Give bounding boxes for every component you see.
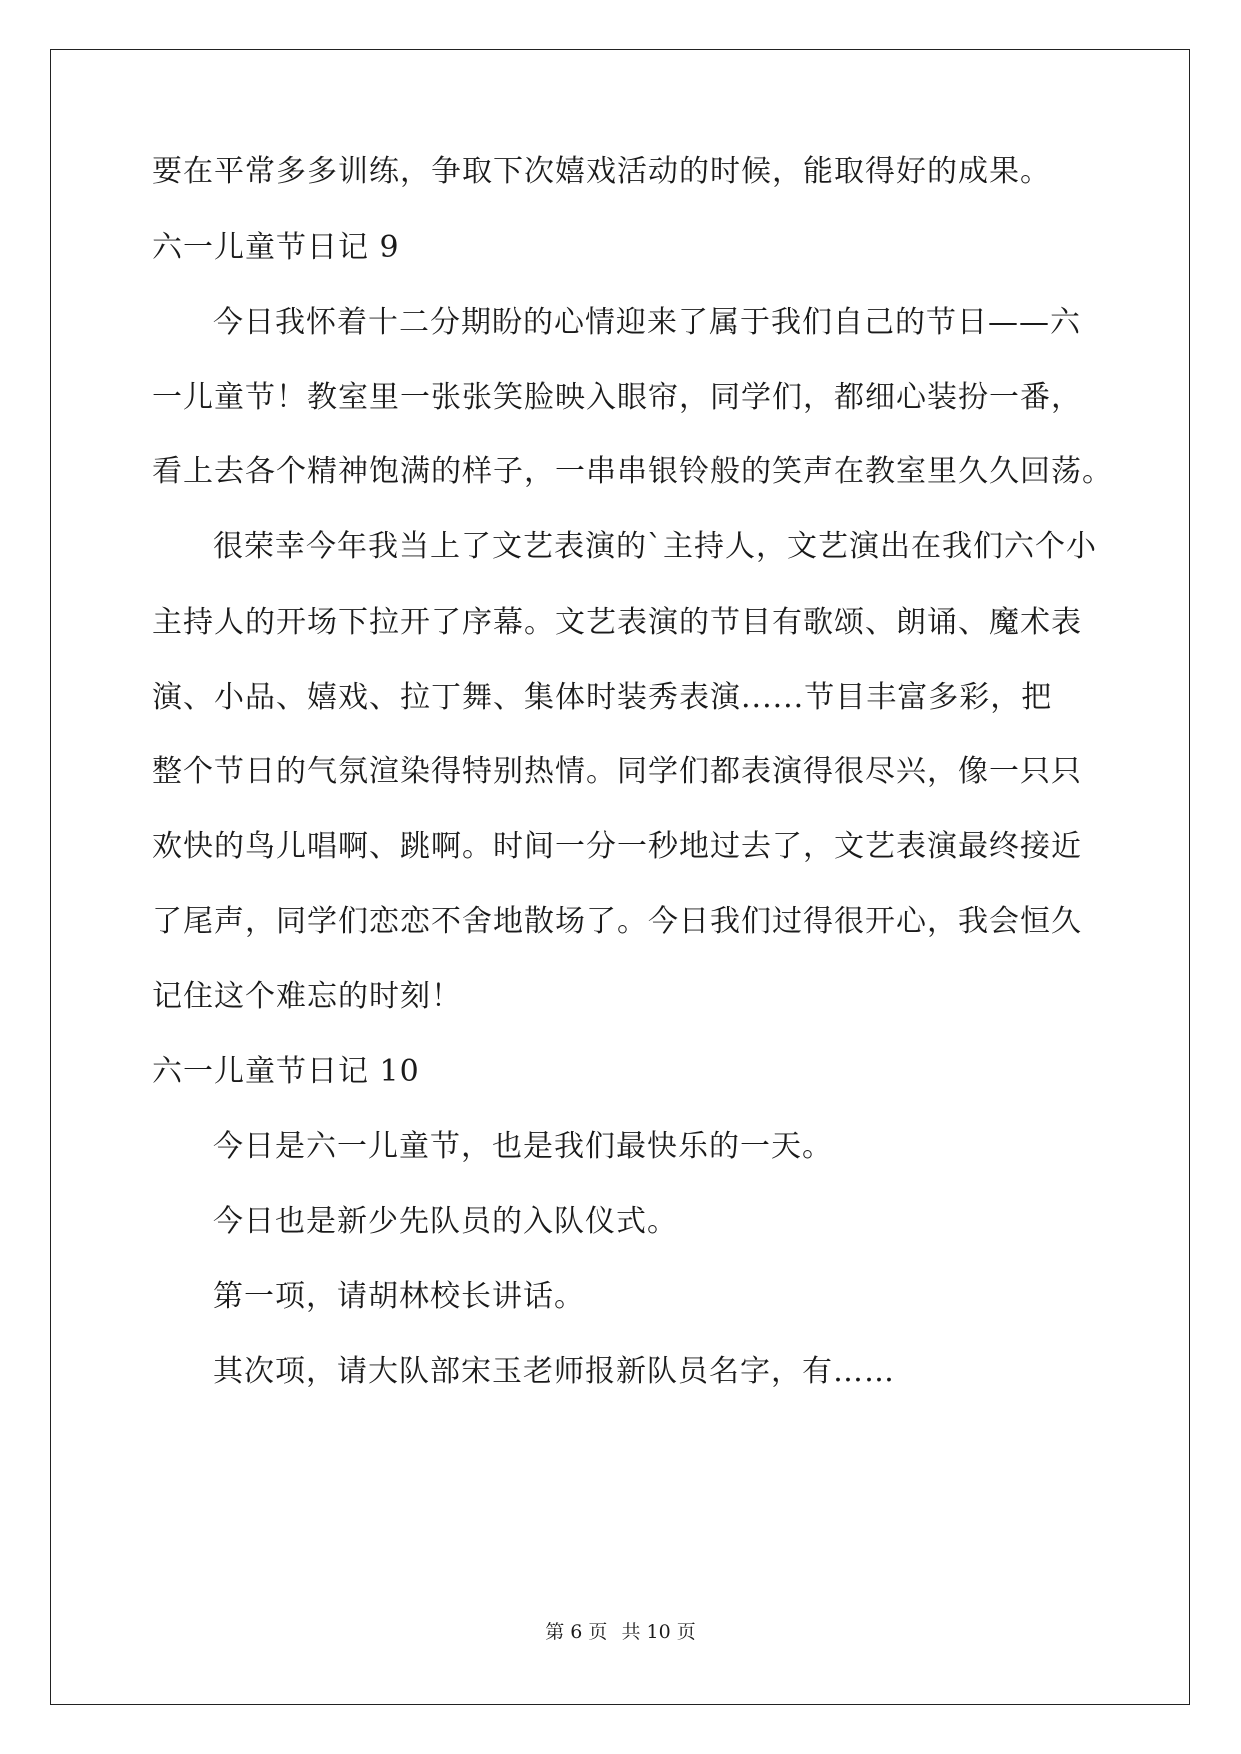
paragraph-first-line: 很荣幸今年我当上了文艺表演的`主持人，文艺演出在我们六个小 — [213, 529, 1097, 564]
body-line: 整个节日的气氛渲染得特别热情。同学们都表演得很尽兴，像一只只 — [152, 754, 1082, 789]
body-line: 了尾声，同学们恋恋不舍地散场了。今日我们过得很开心，我会恒久 — [152, 904, 1082, 939]
body-line: 一儿童节！教室里一张张笑脸映入眼帘，同学们，都细心装扮一番， — [152, 380, 1082, 415]
body-line: 看上去各个精神饱满的样子，一串串银铃般的笑声在教室里久久回荡。 — [152, 454, 1113, 489]
page-number: 第 6 页 — [545, 1621, 608, 1643]
body-line: 演、小品、嬉戏、拉丁舞、集体时装秀表演......节目丰富多彩，把 — [152, 680, 1053, 715]
section-heading-9: 六一儿童节日记 9 — [152, 230, 400, 265]
body-line: 记住这个难忘的时刻！ — [152, 979, 462, 1014]
paragraph-line: 今日也是新少先队员的入队仪式。 — [213, 1204, 678, 1239]
body-line: 要在平常多多训练，争取下次嬉戏活动的时候，能取得好的成果。 — [152, 154, 1051, 189]
paragraph-first-line: 今日我怀着十二分期盼的心情迎来了属于我们自己的节日——六 — [213, 305, 1081, 340]
section-heading-10: 六一儿童节日记 10 — [152, 1054, 420, 1089]
paragraph-line: 其次项，请大队部宋玉老师报新队员名字，有…… — [213, 1354, 895, 1389]
body-line: 主持人的开场下拉开了序幕。文艺表演的节目有歌颂、朗诵、魔术表 — [152, 605, 1082, 640]
paragraph-line: 第一项，请胡林校长讲话。 — [213, 1279, 585, 1314]
page-border — [50, 49, 1190, 1705]
body-line: 欢快的鸟儿唱啊、跳啊。时间一分一秒地过去了，文艺表演最终接近 — [152, 829, 1082, 864]
page-footer — [0, 1620, 1241, 1644]
page-total: 共 10 页 — [621, 1621, 696, 1643]
paragraph-line: 今日是六一儿童节，也是我们最快乐的一天。 — [213, 1129, 833, 1164]
